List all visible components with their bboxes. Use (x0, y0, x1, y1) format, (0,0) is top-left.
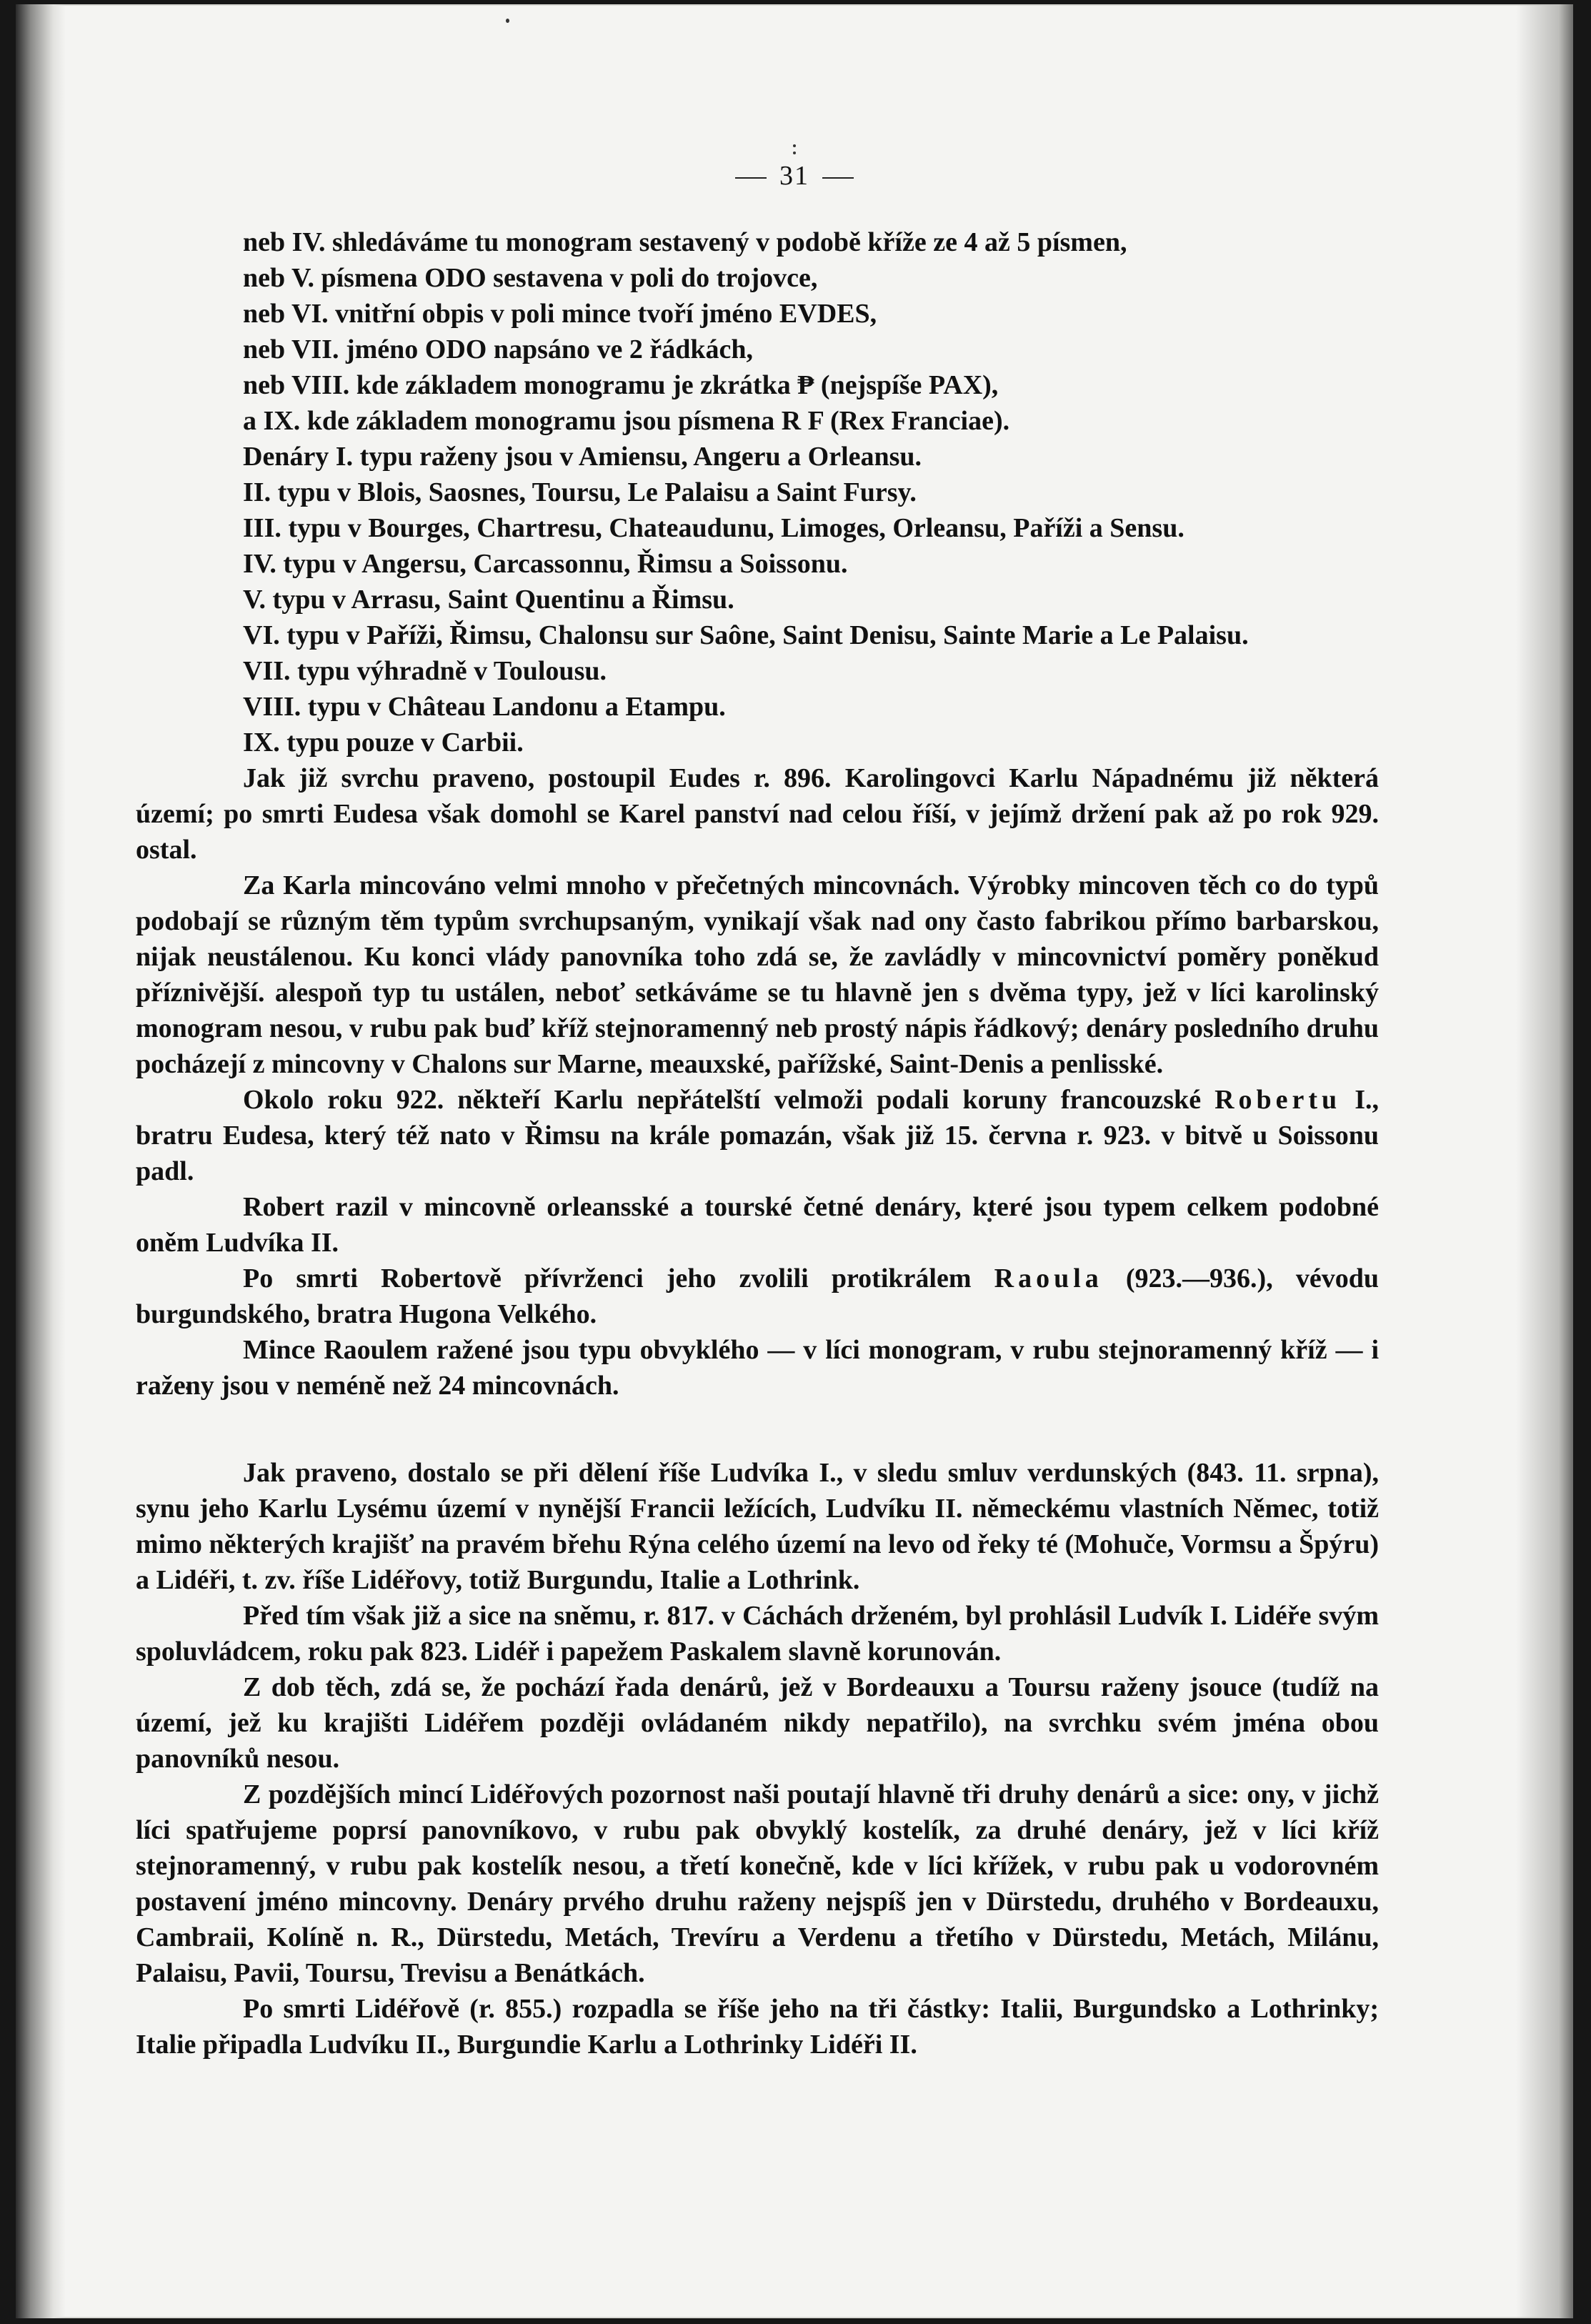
list-line: neb V. písmena ODO sestavena v poli do trojovce, (243, 263, 818, 293)
paragraph: Jak praveno, dostalo se při dělení říše Ludvíka I., v sledu smluv verdunských (843. 11. srpna), synu jeho Karlu Lysému území v nynější Francii ležících, Ludvíku II. německému vlastních Němec, totiž mimo některých krajišť na pravém břehu Rýna celého území na levo od řeky té (Mohuče, Vormsu a Špýru) a Lidéři, t. zv. říše Lidéřovy, totiž Burgundu, Italie a Lothrink. (136, 1458, 1379, 1595)
list-line: a IX. kde základem monogramu jsou písmena R F (Rex Franciae). (243, 406, 1010, 436)
page-number-dash (822, 177, 854, 179)
list-line: VI. typu v Paříži, Řimsu, Chalonsu sur Saône, Saint Denisu, Sainte Marie a Le Palaisu. (243, 620, 1249, 650)
list-line: VIII. typu v Château Landonu a Etampu. (243, 692, 726, 722)
scan-speck (793, 144, 796, 147)
edge-shadow (1516, 4, 1573, 2318)
paragraph-text: (923.—936.), vévodu burgundského, bratra Hugona Velkého. (136, 1263, 1379, 1329)
paragraph: Jak již svrchu praveno, postoupil Eudes r. 896. Karolingovci Karlu Nápadnému již některá území; po smrti Eudesa však domohl se Karel panství nad celou říší, v jejímž držení pak až po rok 929. ostal. (136, 763, 1379, 865)
list-line: II. typu v Blois, Saosnes, Toursu, Le Palaisu a Saint Fursy. (243, 477, 917, 507)
spaced-name: Robertu (1215, 1085, 1342, 1115)
paragraph-text: Po smrti Robertově přívrženci jeho zvolili protikrálem (243, 1263, 994, 1293)
paragraph (136, 1082, 1379, 1189)
list-line: neb VII. jméno ODO napsáno ve 2 řádkách, (243, 334, 754, 364)
page-number-dash (735, 177, 767, 179)
paragraph (136, 1261, 1379, 1332)
list-line: III. typu v Bourges, Chartresu, Chateaudunu, Limoges, Orleansu, Paříži a Sensu. (243, 513, 1184, 543)
paragraph-text: I., bratru Eudesa, který též nato v Řimsu na krále pomazán, však již 15. června r. 923. v bitvě u Soissonu padl. (136, 1085, 1379, 1186)
book-page (16, 4, 1573, 2318)
paragraph: Za Karla mincováno velmi mnoho v přečetných mincovnách. Výrobky mincoven těch co do typů podobají se různým těm typům svrchupsaným, vynikají však nad ony často fabrikou přímo barbarskou, nijak neustálenou. Ku konci vlády panovníka toho zdá se, že zavládly v mincovnictví poměry poněkud příznivější. alespoň typ tu ustálen, neboť setkáváme se tu hlavně jen s dvěma typy, jež v líci karolinský monogram nesou, v rubu pak buď kříž stejnoramenný neb prostý nápis řádkový; denáry posledního druhu pocházejí z mincovny v Chalons sur Marne, meauxské, pařížské, Saint-Denis a penlisské. (136, 870, 1379, 1079)
section-gap (136, 1404, 1379, 1455)
paragraph: Před tím však již a sice na sněmu, r. 817. v Cáchách drženém, byl prohlásil Ludvík I. Lidéře svým spoluvládcem, roku pak 823. Lidéř i papežem Paskalem slavně korunován. (136, 1601, 1379, 1667)
scan-speck (793, 152, 796, 154)
list-line: VII. typu výhradně v Toulousu. (243, 656, 607, 686)
scan-speck (506, 19, 509, 23)
paragraph: Z pozdějších mincí Lidéřových pozornost naši poutají hlavně tři druhy denárů a sice: ony, v jichž líci spatřujeme poprsí panovníkovo, v rubu pak obvyklý kostelík, za druhé denáry, jež v líci kříž stejnoramenný, v rubu pak kostelík nesou, a třetí konečně, kde v líci křížek, v rubu pak u vodorovném postavení jméno mincovny. Denáry prvého druhu raženy nejspíš jen v Dürstedu, druhého v Bordeauxu, Cambraii, Kolíně n. R., Dürstedu, Metách, Trevíru a Verdenu a třetího v Dürstedu, Metách, Milánu, Palaisu, Pavii, Toursu, Trevisu a Benátkách. (136, 1779, 1379, 1988)
list-line: IV. typu v Angersu, Carcassonnu, Řimsu a Soissonu. (243, 549, 848, 579)
paragraph: Mince Raoulem ražené jsou typu obvyklého — v líci monogram, v rubu stejnoramenný kříž — i raženy jsou v neméně než 24 mincovnách. (136, 1335, 1379, 1401)
list-line: neb IV. shledáváme tu monogram sestavený v podobě kříže ze 4 až 5 písmen, (243, 227, 1127, 257)
page-number-value: 31 (779, 161, 809, 191)
paragraph-text: Okolo roku 922. někteří Karlu nepřátelští velmoži podali koruny francouzské (243, 1085, 1215, 1115)
body-text (136, 224, 1379, 2062)
spaced-name: Raoula (994, 1263, 1103, 1293)
list-line: IX. typu pouze v Carbii. (243, 728, 524, 758)
list-line: V. typu v Arrasu, Saint Quentinu a Řimsu. (243, 585, 734, 615)
binding-shadow (16, 4, 66, 2318)
paragraph: Po smrti Lidéřově (r. 855.) rozpadla se říše jeho na tři částky: Italii, Burgundsko a Lothrinky; Italie připadla Ludvíku II., Burgundie Karlu a Lothrinky Lidéři II. (136, 1994, 1379, 2060)
list-line: neb VIII. kde základem monogramu je zkrátka ₱ (nejspíše PAX), (243, 370, 999, 400)
paragraph: Robert razil v mincovně orleansské a tourské četné denáry, které jsou typem celkem podobné oněm Ludvíka II. (136, 1192, 1379, 1258)
list-line: Denáry I. typu raženy jsou v Amiensu, Angeru a Orleansu. (243, 442, 922, 472)
paragraph: Z dob těch, zdá se, že pochází řada denárů, jež v Bordeauxu a Toursu raženy jsouce (tudíž na území, jež ku krajišti Lidéřem později ovládaném nikdy nepatřilo), na svrchku svém jména obou panovníků nesou. (136, 1672, 1379, 1774)
list-line: neb VI. vnitřní obpis v poli mince tvoří jméno EVDES, (243, 299, 877, 329)
page-number (16, 160, 1573, 192)
